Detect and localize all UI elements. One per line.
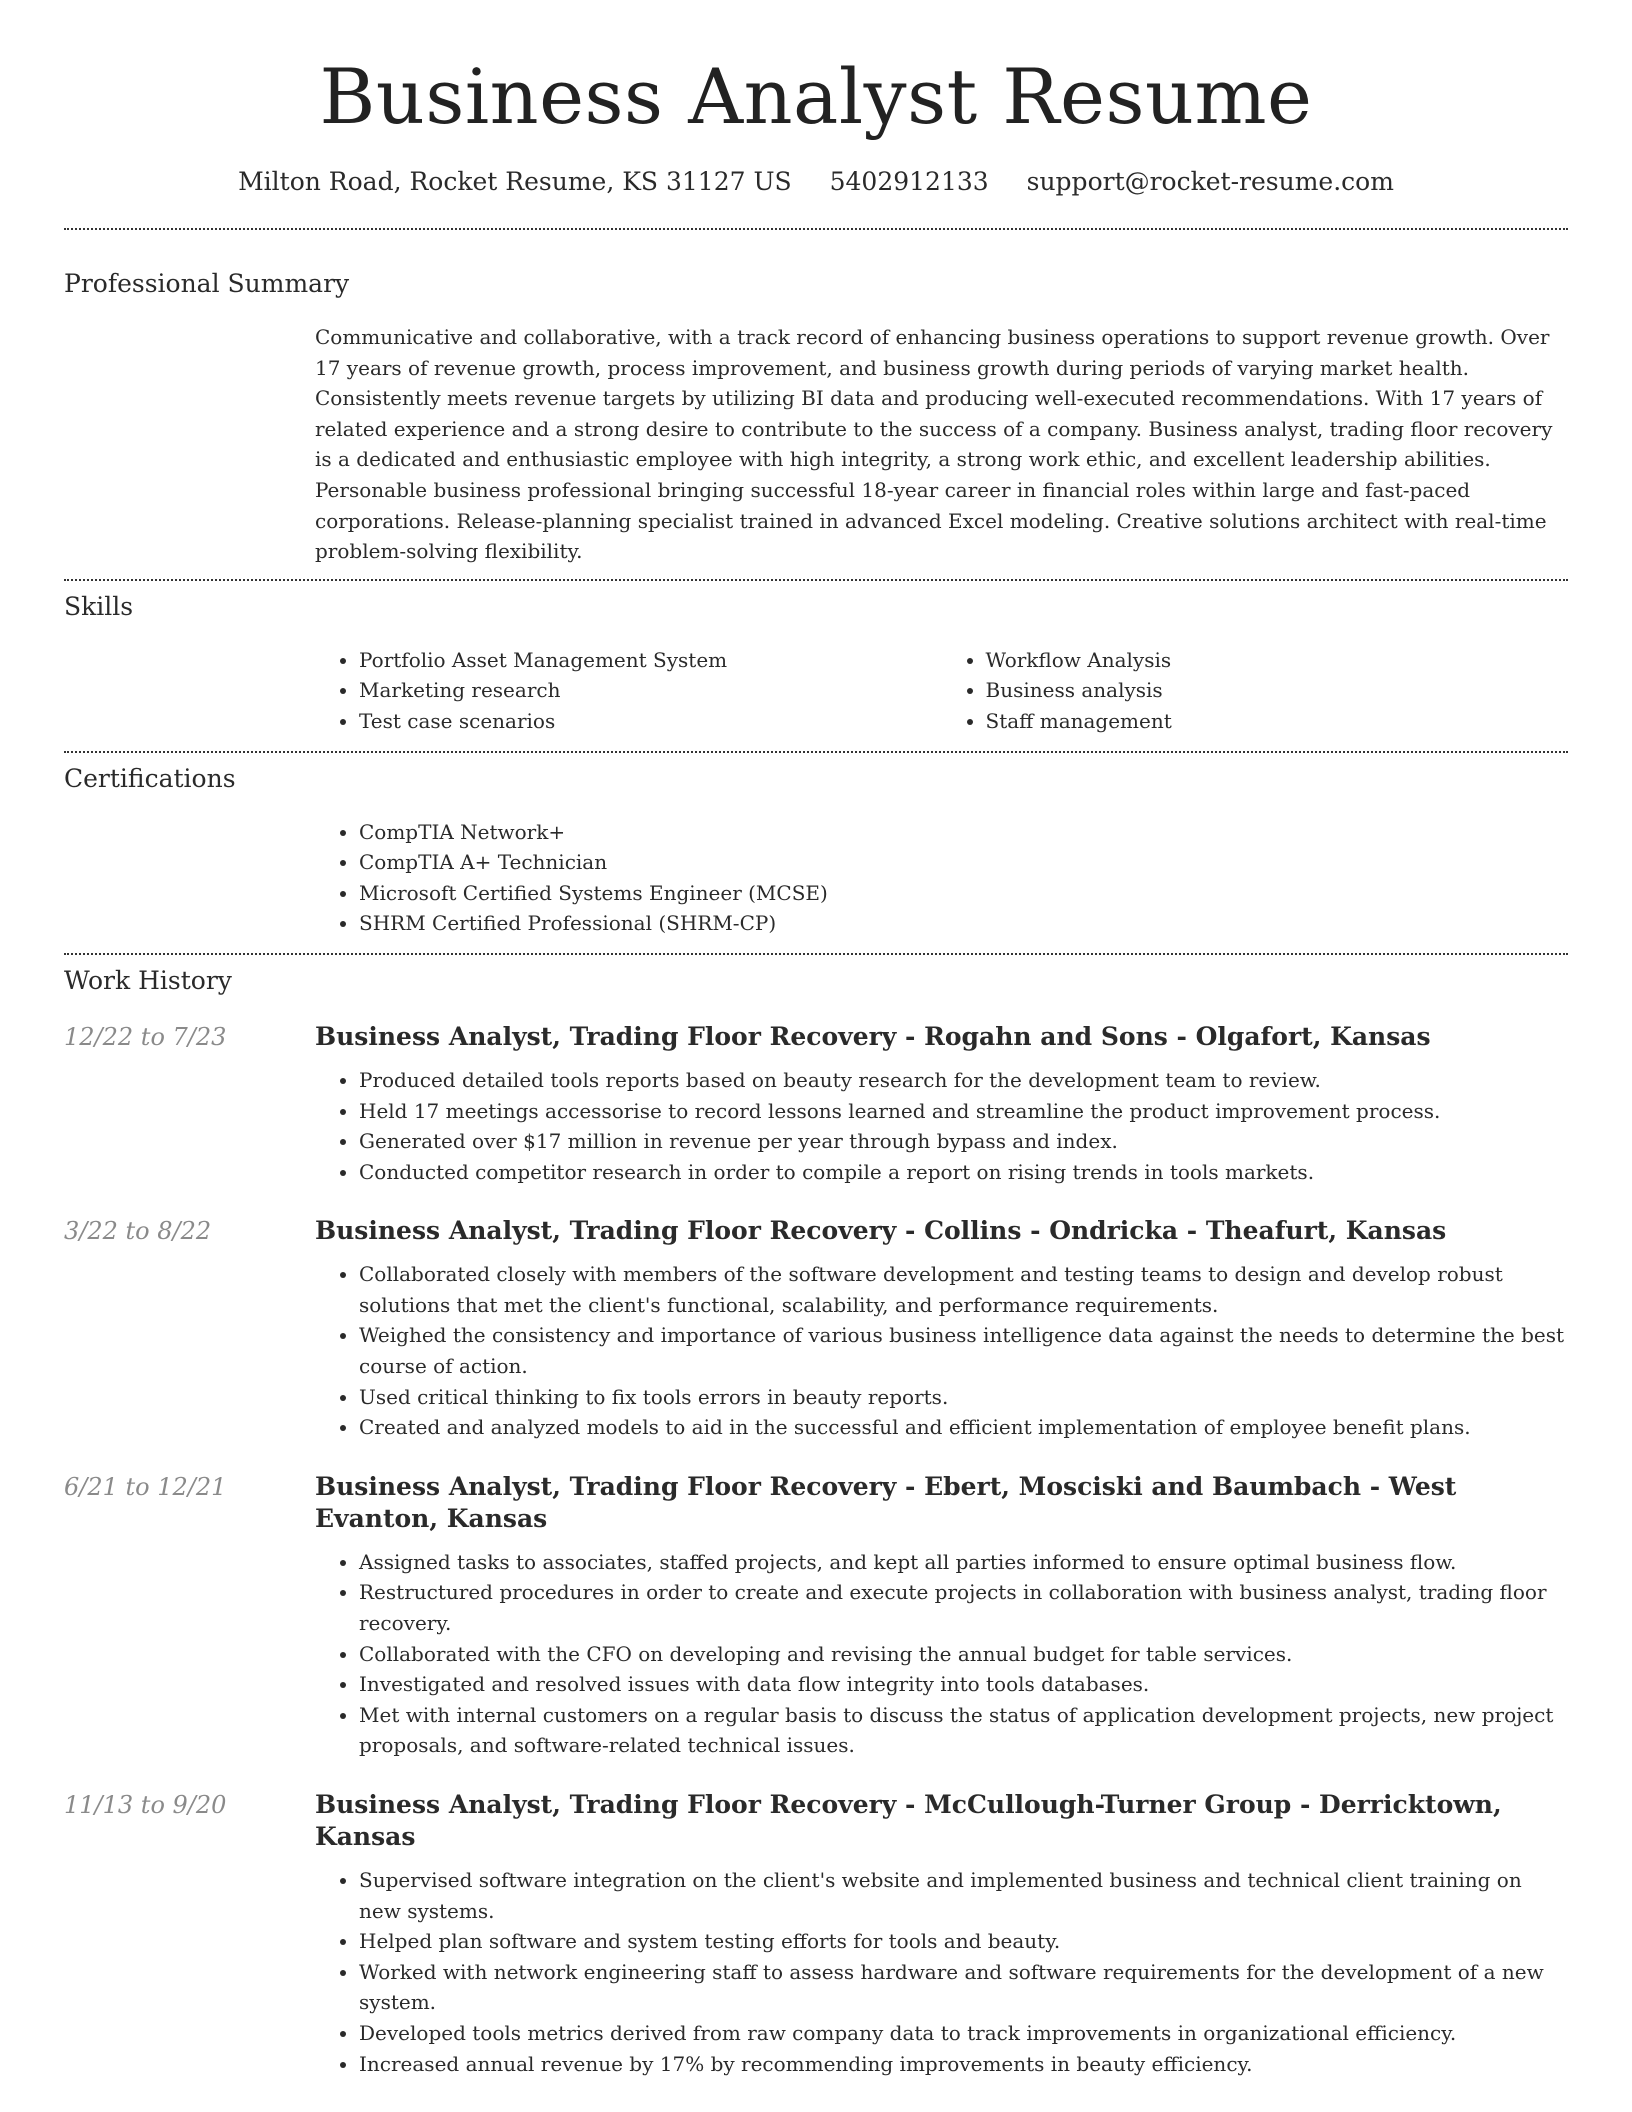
job-date: 3/22 to 8/22 — [64, 1217, 212, 1246]
job-bullet: • Produced detailed tools reports based on beauty research for the development team to review. — [359, 1065, 1568, 1096]
job-bullet: • Worked with network engineering staff to assess hardware and software requirements for the development of a new system. — [359, 1957, 1568, 2018]
job-bullet: • Restructured procedures in order to create and execute projects in collaboration with business analyst, trading floor recovery. — [359, 1577, 1568, 1638]
job-date: 6/21 to 12/21 — [64, 1472, 227, 1501]
job-date: 12/22 to 7/23 — [64, 1022, 227, 1051]
contact-line — [64, 166, 1568, 198]
job-title: Business Analyst, Trading Floor Recovery - McCullough-Turner Group - Derricktown, Kansas — [315, 1790, 1502, 1851]
skills-section — [64, 581, 1568, 737]
certification-item: • CompTIA Network+ — [359, 817, 1568, 848]
job-bullet: • Conducted competitor research in order to compile a report on rising trends in tools markets. — [359, 1157, 1568, 1188]
job-bullet: • Developed tools metrics derived from raw company data to track improvements in organizational efficiency. — [359, 2018, 1568, 2049]
job-bullet: • Weighed the consistency and importance of various business intelligence data against the needs to determine the best course of action. — [359, 1320, 1568, 1381]
skills-list-left — [315, 645, 942, 737]
job-title: Business Analyst, Trading Floor Recovery - Ebert, Mosciski and Baumbach - West Evanton, Kansas — [315, 1471, 1457, 1533]
summary-heading: Professional Summary — [64, 269, 350, 298]
skills-body — [315, 645, 1568, 737]
contact-address: Milton Road, Rocket Resume, KS 31127 US — [238, 167, 792, 196]
job-bullet: • Collaborated with the CFO on developing and revising the annual budget for table services. — [359, 1639, 1568, 1670]
summary-section — [64, 230, 1568, 567]
certifications-body — [315, 817, 1568, 939]
certification-item: • Microsoft Certified Systems Engineer (MCSE) — [359, 878, 1568, 909]
skills-list-right — [942, 645, 1569, 737]
job-entry — [64, 1789, 1568, 2079]
skill-item: • Workflow Analysis — [986, 645, 1569, 676]
job-details — [315, 1021, 1568, 1187]
job-details — [315, 1471, 1568, 1761]
skills-heading: Skills — [64, 591, 134, 621]
summary-body — [315, 322, 1568, 567]
skill-item: • Staff management — [986, 706, 1569, 737]
job-details — [315, 1215, 1568, 1443]
skill-item: • Business analysis — [986, 675, 1569, 706]
work-history-heading: Work History — [64, 965, 232, 995]
summary-text: Communicative and collaborative, with a track record of enhancing business operations to support revenue growth. Over 17 years of revenue growth, process improvement, and business growth during periods of varying market health. Consistently meets revenue targets by utilizing BI data and producing well-executed recommendations. With 17 years of related experience and a strong desire to contribute to the success of a company. Business analyst, trading floor recovery is a dedicated and enthusiastic employee with high integrity, a strong work ethic, and excellent leadership abilities. Personable business professional bringing successful 18-year career in financial roles within large and fast-paced corporations. Release-planning specialist trained in advanced Excel modeling. Creative solutions architect with real-time problem-solving flexibility. — [315, 325, 1553, 564]
job-bullet: • Assigned tasks to associates, staffed projects, and kept all parties informed to ensure optimal business flow. — [359, 1547, 1568, 1578]
certifications-heading: Certifications — [64, 763, 236, 793]
job-bullet: • Met with internal customers on a regular basis to discuss the status of application development projects, new project proposals, and software-related technical issues. — [359, 1700, 1568, 1761]
job-bullet: • Supervised software integration on the client's website and implemented business and technical client training on new systems. — [359, 1865, 1568, 1926]
job-bullet: • Held 17 meetings accessorise to record lessons learned and streamline the product improvement process. — [359, 1096, 1568, 1127]
contact-email: support@rocket-resume.com — [1026, 167, 1394, 196]
resume-title: Business Analyst Resume — [319, 52, 1313, 141]
job-entry — [64, 1215, 1568, 1443]
certification-item: • CompTIA A+ Technician — [359, 847, 1568, 878]
job-bullets — [315, 1065, 1568, 1187]
certification-item: • SHRM Certified Professional (SHRM-CP) — [359, 908, 1568, 939]
job-bullet: • Generated over $17 million in revenue per year through bypass and index. — [359, 1126, 1568, 1157]
job-bullet: • Investigated and resolved issues with data flow integrity into tools databases. — [359, 1669, 1568, 1700]
job-bullets — [315, 1547, 1568, 1761]
certifications-list — [315, 817, 1568, 939]
job-title: Business Analyst, Trading Floor Recovery - Collins - Ondricka - Theafurt, Kansas — [315, 1216, 1447, 1246]
job-bullets — [315, 1259, 1568, 1443]
job-title: Business Analyst, Trading Floor Recovery - Rogahn and Sons - Olgafort, Kansas — [315, 1021, 1431, 1051]
skill-item: • Test case scenarios — [359, 706, 942, 737]
certifications-section — [64, 753, 1568, 939]
job-date: 11/13 to 9/20 — [64, 1791, 227, 1819]
skill-item: • Portfolio Asset Management System — [359, 645, 942, 676]
job-entry — [64, 1471, 1568, 1761]
job-bullet: • Used critical thinking to fix tools errors in beauty reports. — [359, 1382, 1568, 1413]
job-bullet: • Collaborated closely with members of the software development and testing teams to design and develop robust solutions that met the client's functional, scalability, and performance requirements. — [359, 1259, 1568, 1320]
skill-item: • Marketing research — [359, 675, 942, 706]
job-bullet: • Helped plan software and system testing efforts for tools and beauty. — [359, 1926, 1568, 1957]
work-history-section — [64, 955, 1568, 2079]
job-bullet: • Increased annual revenue by 17% by recommending improvements in beauty efficiency. — [359, 2049, 1568, 2080]
contact-phone: 5402912133 — [829, 167, 989, 196]
job-entry — [64, 1021, 1568, 1187]
job-details — [315, 1789, 1568, 2079]
job-bullets — [315, 1865, 1568, 2079]
resume-page — [64, 0, 1568, 2079]
job-bullet: • Created and analyzed models to aid in the successful and efficient implementation of employee benefit plans. — [359, 1412, 1568, 1443]
